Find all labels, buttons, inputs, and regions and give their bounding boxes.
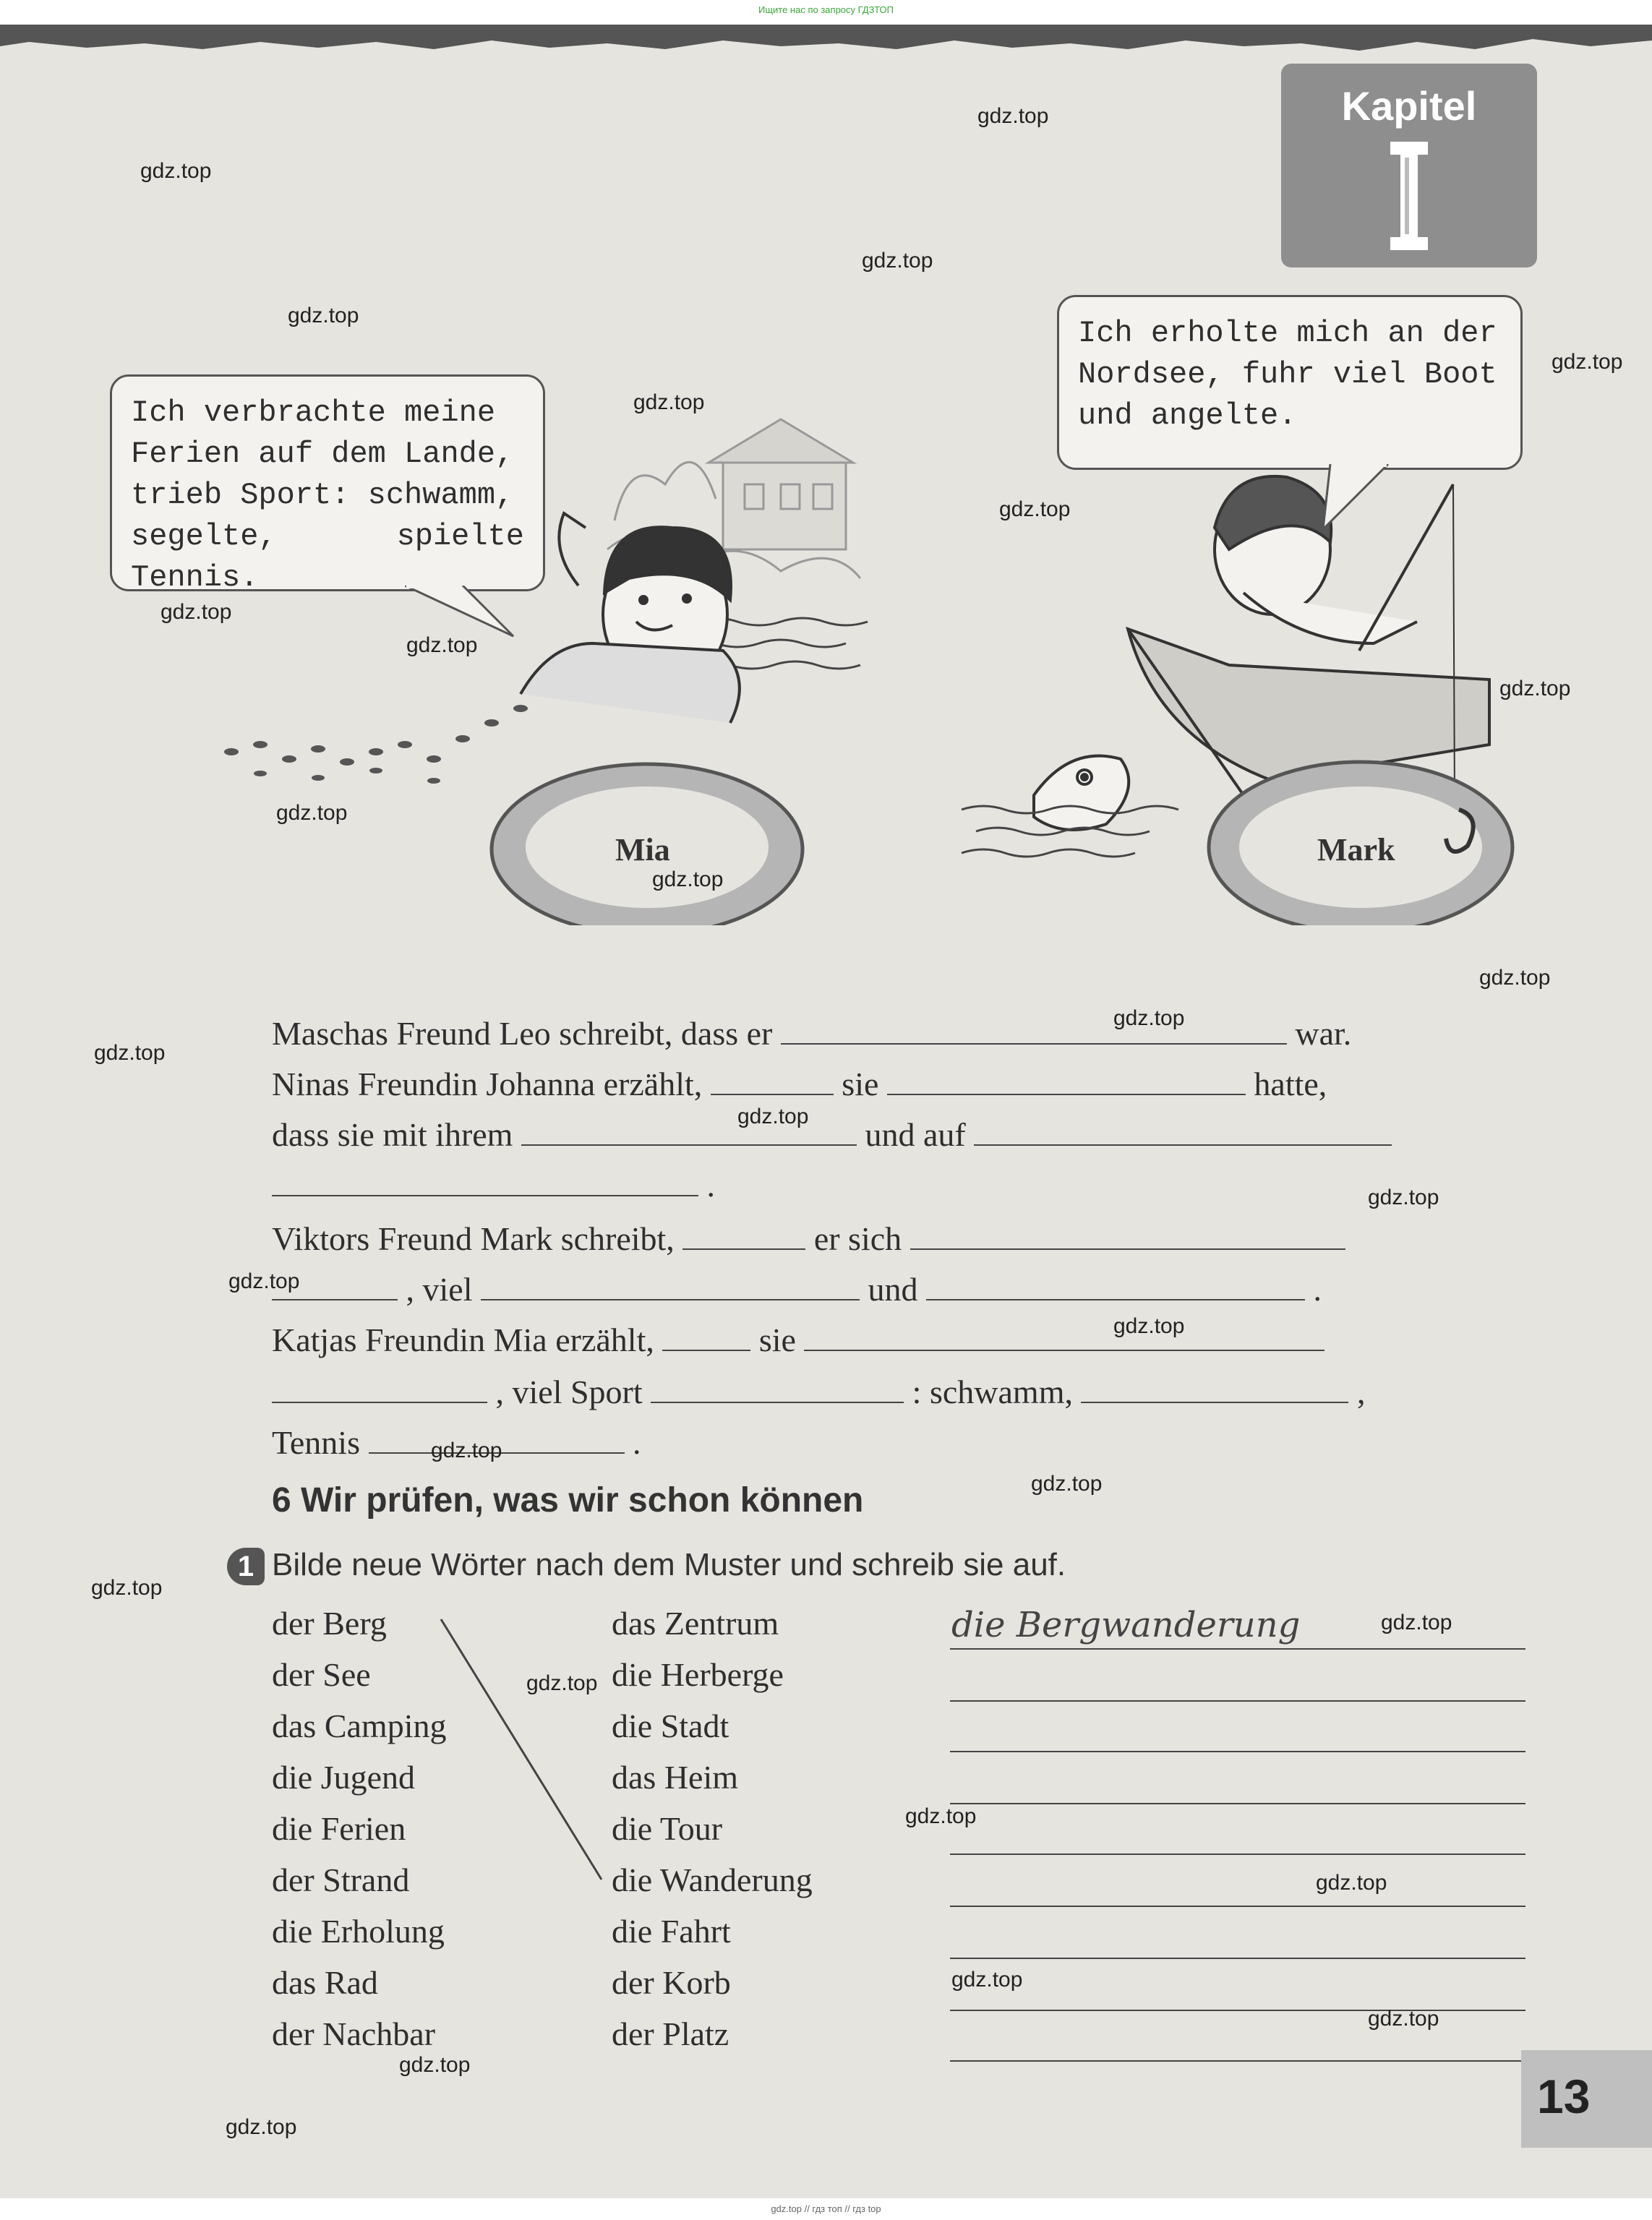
boat-figure	[1128, 476, 1489, 802]
watermark: gdz.top	[1316, 1871, 1387, 1895]
answer-line[interactable]	[950, 2059, 1525, 2062]
watermark: gdz.top	[633, 390, 705, 414]
watermark: gdz.top	[737, 1105, 809, 1128]
mark-name: Mark	[1317, 832, 1395, 867]
word-item: das Rad	[272, 1964, 378, 2001]
bubble-line: segelte, spielte Tennis.	[131, 519, 524, 595]
left-word-column	[272, 1598, 446, 2060]
bubble-tail-right	[1316, 464, 1403, 536]
watermark: gdz.top	[1368, 1186, 1439, 1209]
watermark: gdz.top	[1499, 677, 1571, 700]
section-title: 6 Wir prüfen, was wir schon können	[272, 1481, 864, 1520]
answer-line[interactable]	[950, 2008, 1525, 2011]
word-item: die Wanderung	[612, 1861, 813, 1898]
word-item: der Berg	[272, 1605, 387, 1642]
answer-blank[interactable]	[926, 1270, 1305, 1300]
watermark: gdz.top	[226, 2115, 297, 2139]
chapter-label: Kapitel	[1341, 83, 1477, 129]
answer-line[interactable]	[950, 1956, 1525, 1959]
answer-blank[interactable]	[651, 1373, 904, 1403]
watermark: gdz.top	[161, 600, 232, 624]
bubble-line: trieb Sport: schwamm,	[131, 478, 514, 513]
answer-blank[interactable]	[272, 1373, 487, 1403]
word-item: die Tour	[612, 1810, 723, 1847]
answer-blank[interactable]	[272, 1166, 698, 1196]
chapter-badge	[1281, 64, 1537, 267]
torn-top-edge	[0, 25, 1652, 68]
watermark: gdz.top	[1031, 1472, 1103, 1496]
bubble-line: Nordsee, fuhr viel Boot	[1078, 357, 1497, 392]
bubble-line: und angelte.	[1078, 398, 1297, 433]
watermark: gdz.top	[1113, 1314, 1185, 1338]
page-number: 13	[1537, 2070, 1591, 2123]
watermark: gdz.top	[1479, 966, 1551, 990]
watermark: gdz.top	[228, 1269, 300, 1293]
watermark: gdz.top	[406, 633, 478, 657]
watermark: gdz.top	[1113, 1006, 1185, 1030]
top-banner: Ищите нас по запросу ГДЗТОП	[0, 0, 1652, 25]
speech-bubble-mia	[110, 374, 545, 595]
answer-blank[interactable]	[481, 1270, 860, 1300]
watermark: gdz.top	[1368, 2007, 1439, 2031]
answer-line[interactable]	[950, 1904, 1525, 1907]
answer-blank[interactable]	[910, 1220, 1345, 1250]
answer-line[interactable]	[950, 1749, 1525, 1752]
answer-line[interactable]	[950, 1852, 1525, 1855]
speech-bubble-mark	[1057, 295, 1523, 470]
bottom-banner: gdz.top // гдз топ // гдз top	[0, 2198, 1652, 2220]
connecting-line	[434, 1612, 607, 1887]
answer-blank[interactable]	[711, 1065, 834, 1095]
example-answer: die Bergwanderung	[951, 1605, 1301, 1645]
task-instruction	[227, 1547, 1066, 1585]
answer-line[interactable]	[950, 1647, 1525, 1650]
word-item: die Jugend	[272, 1759, 416, 1796]
bubble-line: Ich verbrachte meine	[131, 395, 496, 430]
answer-blank[interactable]	[887, 1065, 1246, 1095]
watermark: gdz.top	[431, 1439, 502, 1462]
exercise-line: , viel und .	[272, 1268, 1534, 1311]
answer-blank[interactable]	[662, 1321, 750, 1351]
answer-line[interactable]	[950, 1699, 1525, 1702]
roman-numeral-one-icon	[1387, 142, 1431, 250]
word-item: der See	[272, 1656, 371, 1693]
word-item: die Stadt	[612, 1707, 729, 1744]
word-item: die Fahrt	[612, 1913, 731, 1950]
watermark: gdz.top	[999, 497, 1071, 521]
watermark: gdz.top	[1381, 1611, 1452, 1634]
watermark: gdz.top	[94, 1041, 166, 1065]
watermark: gdz.top	[399, 2053, 471, 2077]
watermark: gdz.top	[977, 104, 1049, 128]
bubble-line: Ich erholte mich an der	[1078, 316, 1497, 351]
exercise-line: .	[272, 1164, 1534, 1207]
mia-name: Mia	[615, 832, 670, 867]
task-text: Bilde neue Wörter nach dem Muster und schreib sie auf.	[272, 1547, 1066, 1582]
exercise-line: , viel Sport : schwamm, ,	[272, 1371, 1534, 1414]
fish-figure	[1034, 756, 1129, 830]
exercise-line: Viktors Freund Mark schreibt, er sich	[272, 1217, 1534, 1261]
word-item: der Korb	[612, 1964, 731, 2001]
word-item: die Herberge	[612, 1656, 784, 1693]
exercise-line: Ninas Freundin Johanna erzählt, sie hatte,	[272, 1066, 1327, 1102]
word-item: der Platz	[612, 2015, 729, 2052]
watermark: gdz.top	[526, 1671, 598, 1695]
right-word-column	[612, 1598, 813, 2060]
watermark: gdz.top	[905, 1804, 977, 1828]
exercise-line: Tennis .	[272, 1424, 641, 1461]
word-item: der Strand	[272, 1861, 410, 1898]
watermark: gdz.top	[652, 867, 724, 891]
watermark: gdz.top	[862, 249, 933, 273]
word-item: die Ferien	[272, 1810, 406, 1847]
answer-blank[interactable]	[804, 1321, 1324, 1351]
exercise-line: dass sie mit ihrem und auf	[272, 1113, 1534, 1157]
girl-figure	[521, 513, 740, 723]
answer-blank[interactable]	[1081, 1373, 1348, 1403]
task-number-icon: 1	[227, 1548, 265, 1585]
bubble-line: Ferien auf dem Lande,	[131, 437, 514, 471]
exercise-line: Katjas Freundin Mia erzählt, sie	[272, 1319, 1534, 1362]
watermark: gdz.top	[91, 1576, 163, 1600]
watermark: gdz.top	[951, 1968, 1023, 1992]
word-item: die Erholung	[272, 1913, 445, 1950]
answer-blank[interactable]	[781, 1014, 1287, 1045]
answer-line[interactable]	[950, 1801, 1525, 1804]
word-item: das Camping	[272, 1707, 447, 1744]
word-item: der Nachbar	[272, 2015, 436, 2052]
word-item: das Heim	[612, 1759, 739, 1796]
exercise-line: Maschas Freund Leo schreibt, dass er war.	[272, 1015, 1352, 1052]
watermark: gdz.top	[276, 801, 348, 825]
word-item: das Zentrum	[612, 1605, 779, 1642]
watermark: gdz.top	[1552, 350, 1623, 374]
watermark: gdz.top	[288, 304, 359, 327]
answer-blank[interactable]	[974, 1115, 1392, 1146]
answer-blank[interactable]	[682, 1220, 805, 1250]
watermark: gdz.top	[140, 159, 212, 183]
